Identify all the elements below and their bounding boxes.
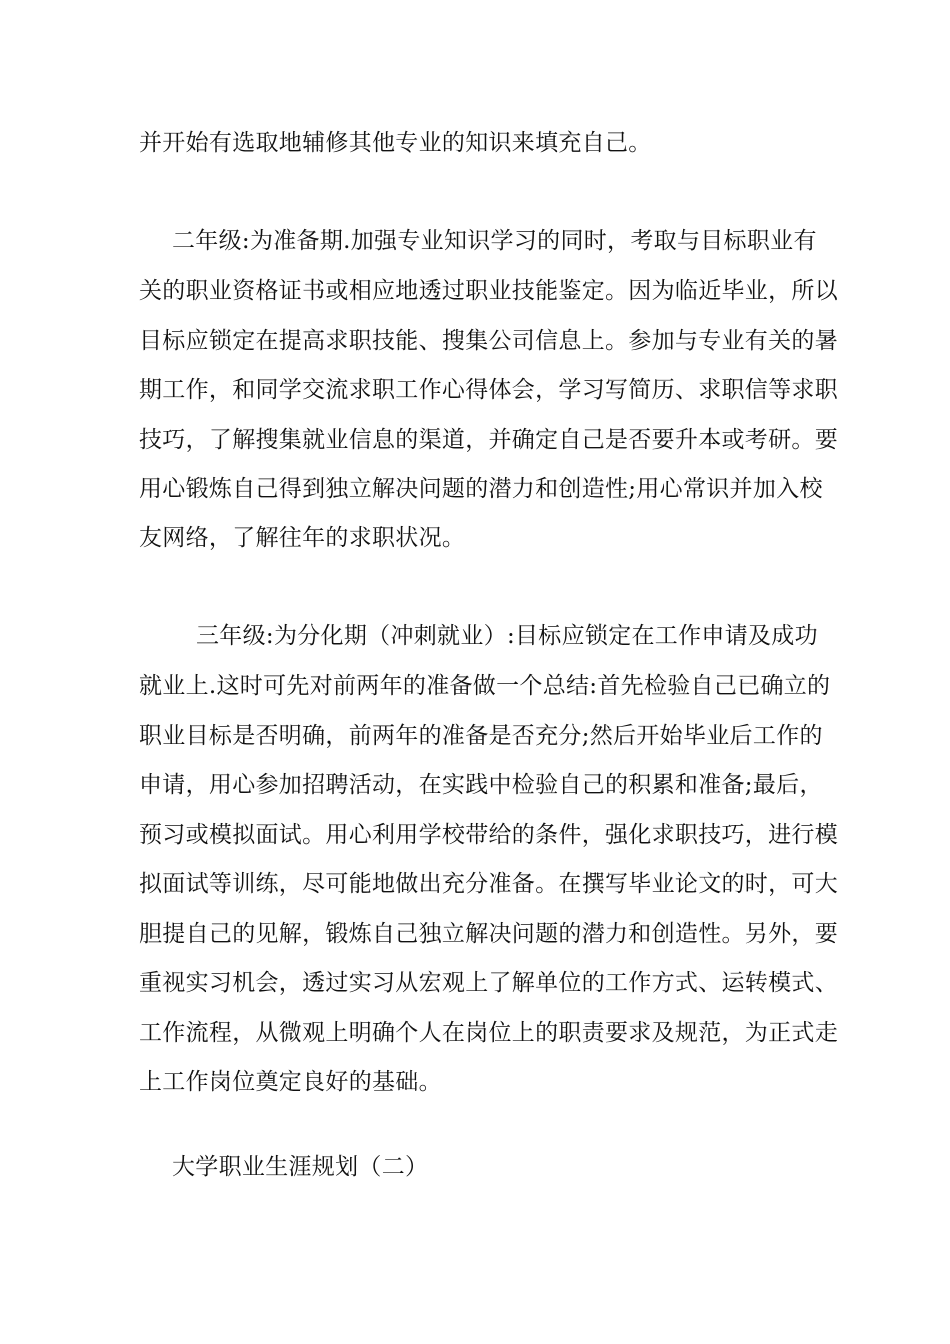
- paragraph-3-line: 预习或模拟面试。用心利用学校带给的条件，强化求职技巧，进行模: [139, 822, 838, 848]
- paragraph-2-line: 技巧，了解搜集就业信息的渠道，并确定自己是否要升本或考研。要: [139, 427, 838, 453]
- paragraph-2-line: 友网络，了解往年的求职状况。: [139, 525, 466, 551]
- paragraph-2-line: 用心锻炼自己得到独立解决问题的潜力和创造性;用心常识并加入校: [139, 476, 823, 502]
- paragraph-3-line: 胆提自己的见解，锻炼自己独立解决问题的潜力和创造性。另外，要: [139, 921, 838, 947]
- paragraph-2-line: 关的职业资格证书或相应地透过职业技能鉴定。因为临近毕业，所以: [139, 278, 838, 304]
- paragraph-3-line: 三年级:为分化期（冲刺就业）:目标应锁定在工作申请及成功: [196, 623, 818, 649]
- paragraph-3-line: 重视实习机会，透过实习从宏观上了解单位的工作方式、运转模式、: [139, 970, 838, 996]
- paragraph-3-line: 拟面试等训练，尽可能地做出充分准备。在撰写毕业论文的时，可大: [139, 871, 838, 897]
- paragraph-3-line: 工作流程，从微观上明确个人在岗位上的职责要求及规范，为正式走: [139, 1020, 838, 1046]
- paragraph-3-line: 申请，用心参加招聘活动，在实践中检验自己的积累和准备;最后，: [139, 772, 823, 798]
- paragraph-2-line: 二年级:为准备期.加强专业知识学习的同时，考取与目标职业有: [172, 228, 817, 254]
- paragraph-3-line: 就业上.这时可先对前两年的准备做一个总结:首先检验自己已确立的: [139, 673, 831, 699]
- paragraph-2-line: 目标应锁定在提高求职技能、搜集公司信息上。参加与专业有关的暑: [139, 328, 838, 354]
- section-heading: 大学职业生涯规划（二）: [172, 1154, 429, 1180]
- paragraph-1-line: 并开始有选取地辅修其他专业的知识来填充自己。: [139, 130, 652, 156]
- paragraph-3-line: 上工作岗位奠定良好的基础。: [139, 1069, 442, 1095]
- paragraph-3-line: 职业目标是否明确，前两年的准备是否充分;然后开始毕业后工作的: [139, 723, 823, 749]
- paragraph-2-line: 期工作，和同学交流求职工作心得体会，学习写简历、求职信等求职: [139, 377, 838, 403]
